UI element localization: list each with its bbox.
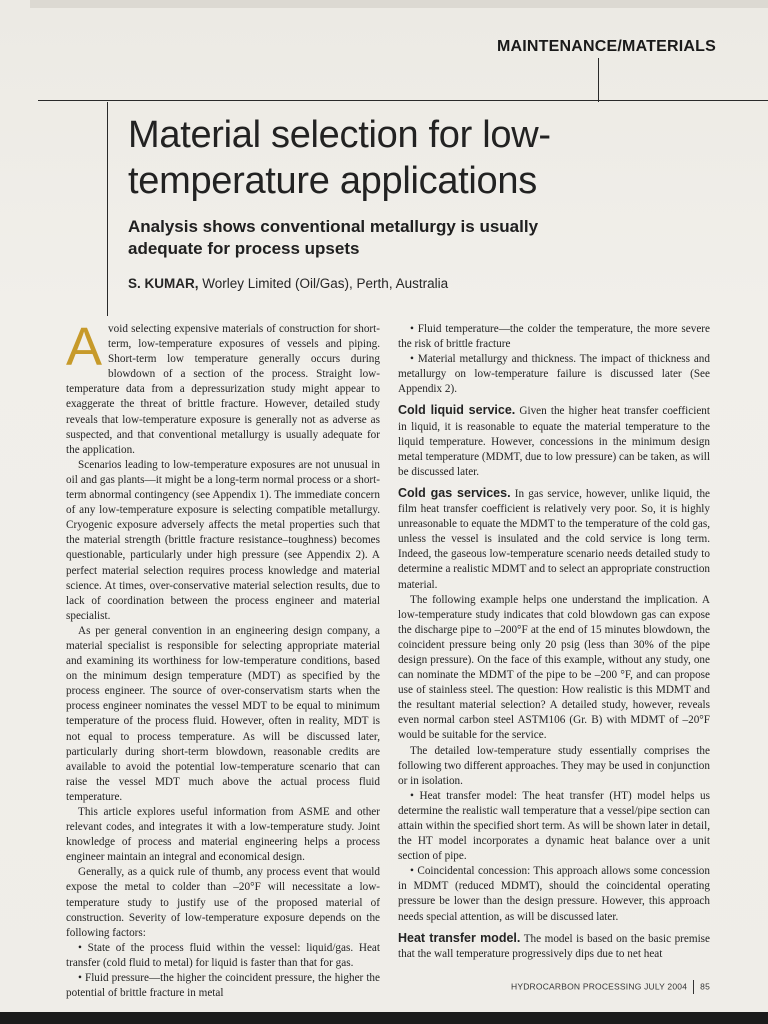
footer-divider <box>693 980 694 994</box>
paragraph: The detailed low-temperature study essentially comprises the following two different approaches. They may be used in conjunction or in isolation. <box>398 744 710 787</box>
bullet-item: • State of the process fluid within the vessel: liquid/gas. Heat transfer (cold fluid to metal) for liquid is faster than that for gas. <box>66 941 380 969</box>
paragraph-text: The model is based on the basic premise that the wall temperature progressively dips due to net heat <box>398 932 711 960</box>
paragraph: As per general convention in an engineering design company, a material specialist is responsible for selecting appropriate material and examining its worthiness for low-temperature conditions, based on the minimum design temperature (MDT) as specified by the process engineer. The source of over-conservatism starts when the process engineer nominates the vessel MDT to be equal to minimum temperature of the process fluid. However, often in reality, MDT is not equal to process temperature. As will be discussed later, particularly during short-term blowdown, reasonable credits are available to avoid the potential low-temperature scenario that can raise the vessel MDT much above the actual process fluid temperature. <box>66 624 380 803</box>
paragraph-text: Given the higher heat transfer coefficient in liquid, it is reasonable to equate the material temperature to the liquid temperature. However, concessions in the minimum design metal temperature (MDMT, due to low pressure) can be taken, as will be discussed later. <box>398 405 711 478</box>
paragraph-cold-gas <box>398 486 710 593</box>
paragraph-intro <box>66 317 380 458</box>
bullet-item: • Fluid pressure—the higher the coincident pressure, the higher the potential of brittle fracture in metal <box>66 972 380 1000</box>
bullet-item: • Coincidental concession: This approach allows some concession in MDMT (reduced MDMT), should the coincidental operating pressure be lower than the design pressure. However, this approach needs special attention, as will be discussed later. <box>398 865 710 923</box>
subhead-cold-gas: Cold gas services. <box>398 485 511 500</box>
article-subtitle: Analysis shows conventional metallurgy is usually adequate for process upsets <box>128 217 539 258</box>
top-edge-strip <box>30 0 768 8</box>
subhead-cold-liquid: Cold liquid service. <box>398 403 516 418</box>
bullet-item: • Fluid temperature—the colder the temperature, the more severe the risk of brittle fracture <box>398 323 710 351</box>
right-column <box>398 322 710 962</box>
paragraph-text: void selecting expensive materials of construction for short-term, low-temperature exposures of vessels and piping. Short-term low temperature generally occurs during blowdown of a section of the process. Straight low-temperature data from a depressurization study might appear to exaggerate the threat of brittle fracture. However, detailed study reveals that low-temperature exposure is generally not as adverse as suspected, and that conventional metallurgy is usually adequate for the application. <box>66 323 380 456</box>
page-footer <box>511 980 710 994</box>
page-number: 85 <box>700 981 710 992</box>
drop-cap: A <box>66 317 103 377</box>
header-vertical-rule <box>598 58 599 102</box>
paragraph: The following example helps one understand the implication. A low-temperature study indicates that cold blowdown gas can expose the discharge pipe to –200°F at the end of 15 minutes blowdown, the coincident pressure being only 20 psig (less than 30% of the pipe design pressure). On the face of this example, without any study, one can nominate the MDMT of the pipe to be –200 °F, and can propose use of stainless steel. The question: How realistic is this MDMT and the resultant material selection? A detailed study, however, reveals even normal carbon steel ASTM106 (Gr. B) with MDMT of –20°F would be suitable for the service. <box>398 593 710 742</box>
header-horizontal-rule <box>38 100 768 101</box>
bullet-item: • Heat transfer model: The heat transfer (HT) model helps us determine the realistic wall temperature that a vessel/pipe section can attain within the specified short term. As will be shown later in detail, the HT model incorporates a dynamic heat balance over a unit section of pipe. <box>398 789 710 863</box>
bottom-scan-edge <box>0 1012 768 1024</box>
bullet-item: • Material metallurgy and thickness. The impact of thickness and metallurgy on low-temperature failure is discussed later (See Appendix 2). <box>398 353 710 396</box>
paragraph-heat-transfer <box>398 931 710 962</box>
journal-name: HYDROCARBON PROCESSING JULY 2004 <box>511 981 688 992</box>
left-column <box>66 317 380 1001</box>
paragraph-cold-liquid <box>398 403 710 479</box>
paragraph: This article explores useful information from ASME and other relevant codes, and integrates it with a low-temperature study. Joint knowledge of process and material engineering helps a process engineer maintain an integral and economical design. <box>66 806 380 864</box>
article-title: Material selection for low-temperature applications <box>128 114 551 202</box>
paragraph: Generally, as a quick rule of thumb, any process event that would expose the metal to colder than –20°F will necessitate a low-temperature study to justify use of the proposed material of construction. Severity of low-temperature exposure depends on the following factors: <box>66 866 380 939</box>
subhead-heat-transfer: Heat transfer model. <box>398 930 521 945</box>
section-header: MAINTENANCE/MATERIALS <box>496 38 716 55</box>
author-affiliation: Worley Limited (Oil/Gas), Perth, Australia <box>202 276 449 291</box>
byline <box>128 276 688 291</box>
title-vertical-rule <box>107 102 108 316</box>
author-name: S. KUMAR, <box>128 276 199 291</box>
paragraph-text: In gas service, however, unlike liquid, the film heat transfer coefficient is relatively very poor. So, it is highly unreasonable to equate the MDMT to the temperature of the cold gas, unless the vessel is insulated and the cold service is long term. Indeed, the gaseous low-temperature scenario needs detailed study to determine a realistic MDMT and to select an appropriate construction material. <box>398 487 711 591</box>
paragraph: Scenarios leading to low-temperature exposures are not unusual in oil and gas plants—it might be a long-term normal process or a short-term abnormal contingency (see Appendix 1). The immediate concern of any low-temperature exposure is selecting compatible metallurgy. Cryogenic exposure adversely affects the metal properties such that the material strength (brittle fracture resistance–toughness) becomes questionable, particularly under high pressure (see Appendix 2). A perfect material selection requires process knowledge and material science. At times, over-conservative material selection results, due to lack of coordination between the process engineer and material specialist. <box>66 458 380 622</box>
